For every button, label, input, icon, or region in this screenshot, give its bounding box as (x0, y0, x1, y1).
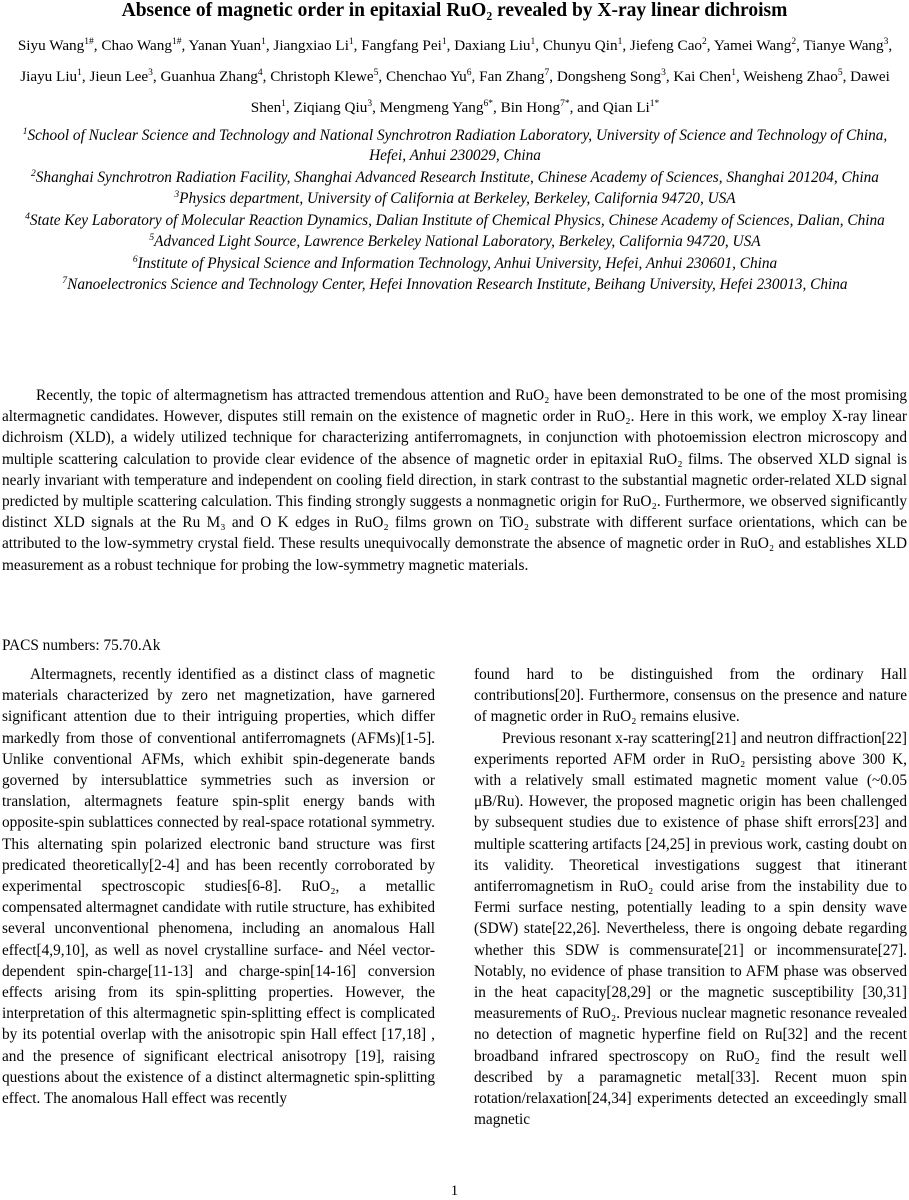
author-name: Tianye Wang (803, 37, 884, 54)
body-column-left (2, 664, 435, 1109)
author-name: Bin Hong (500, 99, 561, 116)
affiliation-text: State Key Laboratory of Molecular Reaction Dynamics, Dalian Institute of Chemical Physics, Chinese Academy of Sciences, Dalian, China (29, 211, 885, 229)
author-name: Ziqiang Qiu (293, 99, 368, 116)
author-name: Siyu Wang (17, 37, 85, 54)
abstract: Recently, the topic of altermagnetism has attracted tremendous attention and RuO₂ have been demonstrated to be one of the most promising altermagnetic candidates. However, disputes still remain on the existence of magnetic order in RuO₂. Here in this work, we employ X-ray linear dichroism (XLD), a widely utilized technique for characterizing antiferromagnets, in conjunction with photoemission electron microscopy and multiple scattering calculation to provide clear evidence of the absence of magnetic order in epitaxial RuO₂ films. The observed XLD signal is nearly invariant with temperature and independent on cooling field direction, in stark contrast to the substantial magnetic order-related XLD signal predicted by multiple scattering calculation. This finding strongly suggests a nonmagnetic origin for RuO₂. Furthermore, we observed significantly distinct XLD signals at the Ru M₃ and O K edges in RuO₂ films grown on TiO₂ substrate with different surface orientations, which can be attributed to the low-symmetry crystal field. These results unequivocally demonstrate the absence of magnetic order in RuO₂ and establishes XLD measurement as a robust technique for probing the low-symmetry magnetic materials. (2, 387, 907, 574)
author-affiliation-mark: 1 (731, 67, 736, 78)
author (101, 37, 181, 54)
author-affiliation-mark: 3 (367, 98, 373, 109)
author-affiliation-mark: 5 (837, 67, 843, 78)
author-affiliation-mark: 7* (560, 98, 570, 109)
author-name: Yanan Yuan (188, 37, 262, 54)
author (743, 68, 842, 85)
affiliation-number: 6 (132, 254, 138, 265)
author-name: Jiefeng Cao (629, 37, 703, 54)
author-name: Weisheng Zhao (743, 68, 838, 85)
body-paragraph-continued: found hard to be distinguished from the ordinary Hall contributions[20]. Furthermore, consensus on the presence and nature of magnetic order in RuO₂ remains elusive. (474, 666, 907, 726)
affiliation (14, 168, 896, 188)
affiliation (14, 211, 896, 231)
affiliation-number: 4 (25, 211, 30, 222)
author (294, 99, 373, 116)
author-name: Kai Chen (673, 68, 732, 85)
paper-title: Absence of magnetic order in epitaxial RuO₂ revealed by X-ray linear dichroism (121, 0, 788, 21)
author-name: Chao Wang (101, 37, 172, 54)
affiliation (14, 126, 896, 166)
author-affiliation-mark: 1 (281, 98, 286, 109)
author-and: and (577, 99, 600, 116)
author-name: Mengmeng Yang (379, 99, 484, 116)
author-affiliation-mark: 1* (649, 98, 660, 109)
author-name: Chenchao Yu (385, 68, 467, 85)
author-name: Fangfang Pei (361, 37, 442, 54)
author (386, 68, 472, 85)
affiliation-text: Shanghai Synchrotron Radiation Facility, Shanghai Advanced Research Institute, Chinese Academy of Sciences, Shanghai 201204, China (35, 168, 879, 186)
author-affiliation-mark: 1 (617, 36, 623, 47)
page-number: 1 (450, 1183, 459, 1199)
affiliation (14, 254, 896, 274)
author (603, 99, 659, 116)
author (479, 68, 549, 85)
body-paragraph: Altermagnets, recently identified as a distinct class of magnetic materials characterized by zero net magnetization, have garnered significant attention due to their intriguing properties, which differ markedly from those of conventional antiferromagnets (AFMs)[1-5]. Unlike conventional AFMs, which exhibit spin-degenerate bands governed by intersublattice symmetries such as inversion or translation, altermagnets feature spin-split energy bands with opposite-spin sublattices connected by real-space rotational symmetry. This alternating spin polarized electronic band structure was first predicated theoretically[2-4] and has been recently corroborated by experimental spectroscopic studies[6-8]. RuO₂, a metallic compensated altermagnet candidate with rutile structure, has exhibited several unconventional phenomena, including an anomalous Hall effect[4,9,10], as well as novel crystalline surface- and Néel vector-dependent spin-charge[11-13] and charge-spin[14-16] conversion effects arising from its spin-splitting properties. However, the interpretation of this altermagnetic spin-splitting effect is complicated by its potential overlap with the anisotropic spin Hall effect [17,18] , and the presence of significant electrical anisotropy [19], raising questions about the existence of a distinct altermagnetic spin-splitting effect. The anomalous Hall effect was recently (2, 666, 435, 1108)
author-affiliation-mark: 1# (84, 36, 94, 47)
affiliation (14, 232, 896, 252)
author-name: Jiayu Liu (20, 68, 78, 85)
author (673, 68, 736, 85)
author-affiliation-mark: 5 (373, 67, 379, 78)
body-paragraph: Previous resonant x-ray scattering[21] and neutron diffraction[22] experiments reported AFM order in RuO₂ persisting above 300 K, with a relatively small estimated magnetic moment value (~0.05 μB/Ru). However, the proposed magnetic origin has been challenged by subsequent studies due to existence of phase shift errors[23] and multiple scattering artifacts [24,25] in previous work, casting doubt on its validity. Theoretical investigations suggest that itinerant antiferromagnetism in RuO₂ could arise from the instability due to Fermi surface nesting, potentially leading to a spin density wave (SDW) state[22,26]. Nevertheless, there is ongoing debate regarding whether this SDW is commensurate[21] or incommensurate[27]. Notably, no evidence of phase transition to AFM phase was observed in the heat capacity[28,29] or the magnetic susceptibility [30,31] measurements of RuO₂. Previous nuclear magnetic resonance revealed no detection of magnetic hyperfine field on Ru[32] and the recent broadband infrared spectroscopy on RuO₂ find the result well described by a paramagnetic metal[33]. Recent muon spin rotation/relaxation[24,34] experiments detected an exceedingly small magnetic (474, 729, 907, 1129)
author-affiliation-mark: 1 (348, 36, 354, 47)
affiliation (14, 275, 896, 295)
author-affiliation-mark: 1 (441, 36, 447, 47)
author-name: Dawei Shen (250, 68, 890, 116)
author-affiliation-mark: 2 (791, 36, 797, 47)
author-affiliation-mark: 1 (261, 36, 266, 47)
author (90, 68, 153, 85)
author-affiliation-mark: 1# (171, 36, 182, 47)
author (543, 37, 622, 54)
author-affiliation-mark: 3 (883, 36, 889, 47)
affiliation-text: Institute of Physical Science and Information Technology, Anhui University, Hefei, Anhui 230601, China (137, 254, 778, 272)
author-name: Christoph Klewe (270, 68, 374, 85)
author (501, 99, 570, 116)
affiliation-text: School of Nuclear Science and Technology and National Synchrotron Radiation Laboratory, University of Science and Technology of China, Hefei, Anhui 230029, China (27, 127, 888, 164)
author (20, 68, 82, 85)
author (380, 99, 493, 116)
author-name: Fan Zhang (479, 68, 545, 85)
author (803, 37, 888, 54)
author-affiliation-mark: 7 (544, 67, 550, 78)
author (18, 37, 94, 54)
affiliation-number: 1 (22, 126, 28, 137)
affiliation-number: 3 (174, 189, 180, 200)
author (714, 37, 796, 54)
author-affiliation-mark: 2 (702, 36, 707, 47)
pacs-numbers: PACS numbers: 75.70.Ak (2, 637, 161, 654)
author (270, 68, 378, 85)
author-name: Dongsheng Song (556, 68, 662, 85)
author (189, 37, 266, 54)
affiliation-number: 2 (31, 168, 36, 179)
author-name: Qian Li (602, 99, 650, 116)
author-affiliation-mark: 1 (77, 67, 82, 78)
author (160, 68, 262, 85)
author (273, 37, 353, 54)
author-name: Chunyu Qin (542, 37, 618, 54)
body-column-right (474, 664, 907, 1130)
affiliation-text: Physics department, University of California at Berkeley, Berkeley, California 94720, USA (179, 190, 736, 207)
affiliation-number: 5 (149, 232, 155, 243)
affiliation-number: 7 (62, 275, 68, 286)
author (454, 37, 535, 54)
author-name: Jieun Lee (89, 68, 149, 85)
author (361, 37, 446, 54)
affiliation-text: Nanoelectronics Science and Technology Center, Hefei Innovation Research Institute, Beihang University, Hefei 230013, China (67, 276, 848, 293)
author-list: Siyu Wang$^{1\#}$, Chao Wang$^{1\#}$, Yanan Yuan$^1$, Jiangxiao Li$^1$, Fangfang Pei$^1$, Daxiang Liu$^1$, Chunyu Qin$^1$, Jiefeng Cao$^2$, Yamei Wang$^2$, Tianye Wang$^3$, Jiayu Liu$^1$, Jieun Lee$^3$, Guanhua Zhang$^4$, Christoph Klewe$^5$, Chenchao Yu$^6$, Fan Zhang$^7$, Dongsheng Song$^3$, Kai Chen$^1$, Weisheng Zhao$^5$, Dawei Shen$^1$, Ziqiang Qiu$^3$, Mengmeng Yang$^{6*}$, Bin Hong$^{7*}$, and Qian $Li^{1*}$ (17, 36, 893, 116)
author-name: Jiangxiao Li (273, 37, 349, 54)
author-affiliation-mark: 4 (257, 67, 263, 78)
author-affiliation-mark: 3 (661, 67, 666, 78)
affiliation (14, 189, 896, 209)
author-name: Guanhua Zhang (160, 68, 258, 85)
author-affiliation-mark: 6* (483, 98, 493, 109)
affiliation-list (14, 126, 896, 297)
author (630, 37, 707, 54)
author-affiliation-mark: 1 (530, 36, 536, 47)
author (557, 68, 666, 85)
affiliation-text: Advanced Light Source, Lawrence Berkeley National Laboratory, Berkeley, California 94720, USA (154, 233, 761, 250)
author-name: Daxiang Liu (454, 37, 531, 54)
author-affiliation-mark: 3 (148, 67, 153, 78)
author-name: Yamei Wang (713, 37, 792, 54)
author-affiliation-mark: 6 (466, 67, 472, 78)
